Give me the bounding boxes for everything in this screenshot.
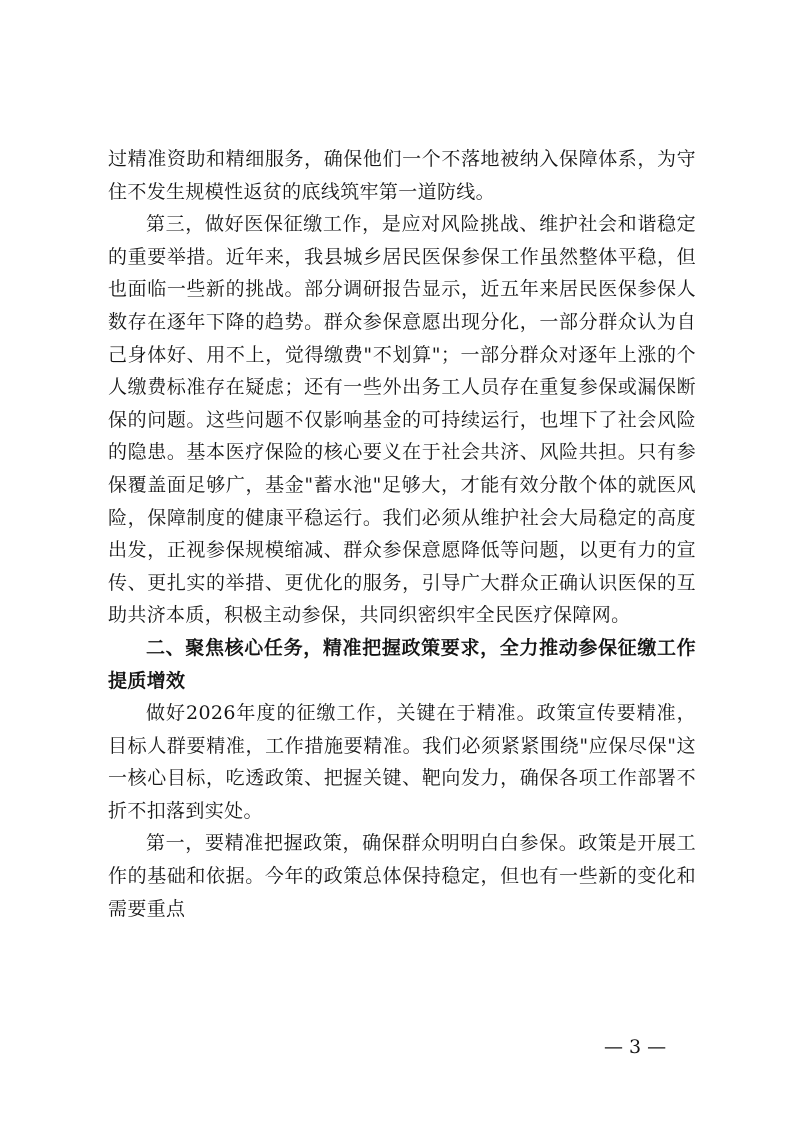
paragraph-continued: 过精准资助和精细服务，确保他们一个不落地被纳入保障体系，为守住不发生规模性返贫的底线筑牢第一道防线。 <box>108 148 696 203</box>
paragraph-risk-challenges: 第三，做好医保征缴工作，是应对风险挑战、维护社会和谐稳定的重要举措。近年来，我县城乡居民医保参保工作虽然整体平稳，但也面临一些新的挑战。部分调研报告显示，近五年来居民医保参保人数存在逐年下降的趋势。群众参保意愿出现分化，一部分群众认为自己身体好、用不上，觉得缴费"不划算"；一部分群众对逐年上涨的个人缴费标准存在疑虑；还有一些外出务工人员存在重复参保或漏保断保的问题。这些问题不仅影响基金的可持续运行，也埋下了社会风险的隐患。基本医疗保险的核心要义在于社会共济、风险共担。只有参保覆盖面足够广，基金"蓄水池"足够大，才能有效分散个体的就医风险，保障制度的健康平稳运行。我们必须从维护社会大局稳定的高度出发，正视参保规模缩减、群众参保意愿降低等问题，以更有力的宣传、更扎实的举措、更优化的服务，引导广大群众正确认识医保的互助共济本质，积极主动参保，共同织密织牢全民医疗保障网。 <box>108 213 696 627</box>
section-heading-core-tasks: 二、聚焦核心任务，精准把握政策要求，全力推动参保征缴工作提质增效 <box>108 636 696 692</box>
document-body <box>108 143 696 925</box>
paragraph-precision-2026: 做好2026年度的征缴工作，关键在于精准。政策宣传要精准，目标人群要精准，工作措施要精准。我们必须紧紧围绕"应保尽保"这一核心目标，吃透政策、把握关键、靶向发力，确保各项工作部署不折不扣落到实处。 <box>108 702 696 822</box>
page-number: — 3 — <box>604 1036 667 1058</box>
paragraph-policy-grasp: 第一，要精准把握政策，确保群众明明白白参保。政策是开展工作的基础和依据。今年的政策总体保持稳定，但也有一些新的变化和需要重点 <box>108 832 696 920</box>
